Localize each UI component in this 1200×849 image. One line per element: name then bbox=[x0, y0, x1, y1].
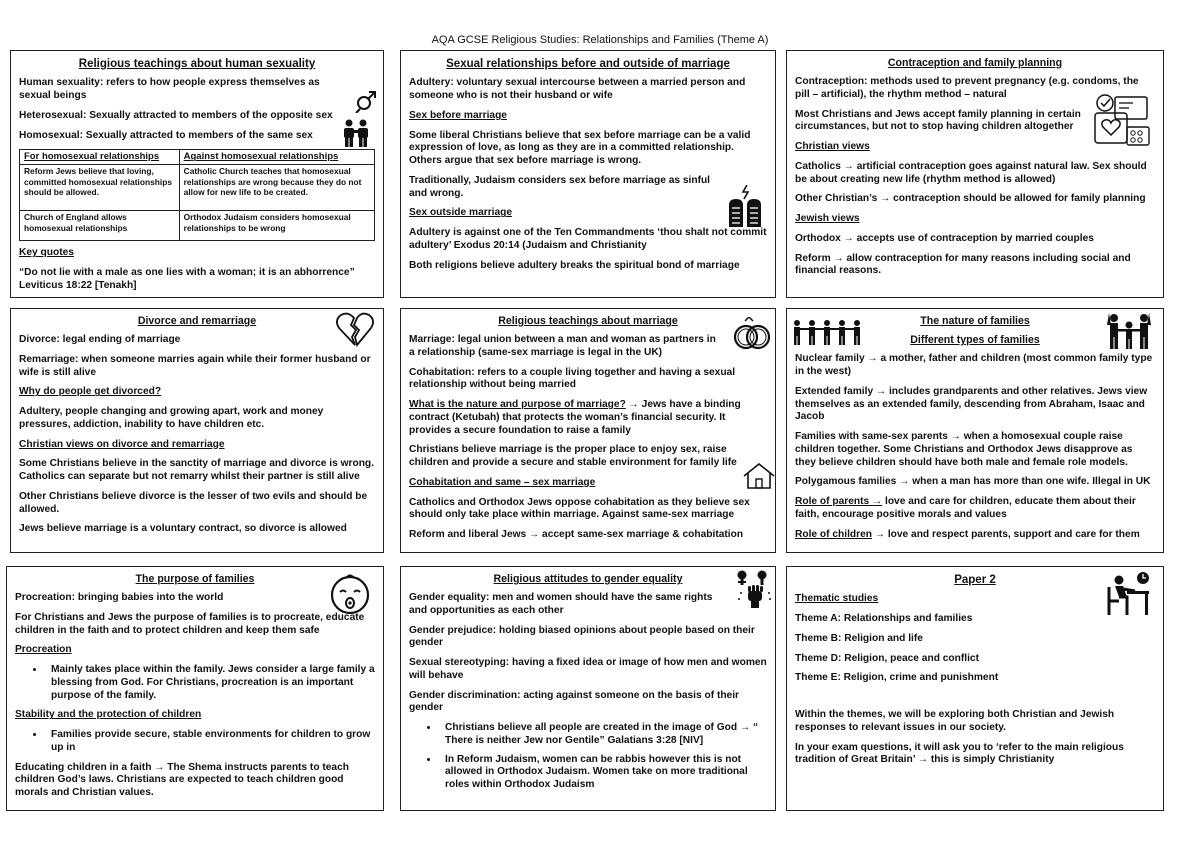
christian-views-heading: Christian views bbox=[795, 141, 870, 153]
stability-list bbox=[15, 729, 375, 755]
table-cell: Catholic Church teaches that homosexual relationships are wrong because they do not allow for new life to be created. bbox=[179, 165, 374, 211]
heterosexual-definition: Heterosexual: Sexually attracted to members of the opposite sex bbox=[19, 109, 333, 121]
purpose-text: For Christians and Jews the purpose of families is to procreate, educate children in the faith and to protect children and keep them safe bbox=[15, 611, 365, 636]
contraception-panel bbox=[786, 50, 1164, 298]
happy-family-icon bbox=[1107, 313, 1151, 349]
extended-family: Extended family → includes grandparents and other relatives. Jews view themselves as an extended family, descending from Abraham, Isaac and Jacob bbox=[795, 385, 1148, 423]
christian-divorce-heading: Christian views on divorce and remarriage bbox=[19, 438, 225, 450]
spiritual-bond-text: Both religions believe adultery breaks the spiritual bond of marriage bbox=[409, 259, 740, 271]
purpose-title: The purpose of families bbox=[135, 573, 255, 585]
exam-tip: In your exam questions, it will ask you to ‘refer to the main religious tradition of Great Britain’ → this is simply Christianity bbox=[795, 741, 1124, 766]
exam-desk-icon bbox=[1105, 571, 1151, 615]
remarriage-definition: Remarriage: when someone marries again while their former husband or wife is still alive bbox=[19, 353, 371, 378]
reform-cohabitation-view: Reform and liberal Jews → accept same-sex marriage & cohabitation bbox=[409, 529, 744, 541]
gender-discrimination-definition: Gender discrimination: acting against someone on the basis of their gender bbox=[409, 689, 740, 714]
sex-outside-marriage-heading: Sex outside marriage bbox=[409, 207, 513, 219]
role-of-parents-text: love and care for children, educate them about their faith, encourage positive morals and values bbox=[795, 496, 1136, 520]
gender-symbols-icon bbox=[354, 89, 378, 113]
role-of-children bbox=[795, 529, 1155, 542]
gender-equality-definition: Gender equality: men and women should have the same rights and opportunities as each other bbox=[409, 592, 713, 616]
sexuality-title: Religious teachings about human sexuality bbox=[78, 58, 316, 70]
table-row bbox=[20, 211, 375, 241]
gender-views-list bbox=[409, 722, 767, 792]
orthodox-cohabitation-view: Catholics and Orthodox Jews oppose cohabitation as they believe sex should only take place within marriage. Against same-sex marriage bbox=[409, 496, 750, 521]
families-panel bbox=[786, 308, 1164, 553]
homosexual-views-table bbox=[19, 149, 375, 241]
ten-commandments-icon bbox=[727, 185, 763, 227]
orthodox-view: Orthodox → accepts use of contraception by married couples bbox=[795, 232, 1094, 244]
list-item: • In Reform Judaism, women can be rabbis however this is not allowed in Orthodox Judaism. Women take on more traditional roles within Orthodox Judaism bbox=[439, 754, 767, 792]
contraceptive-pills-icon bbox=[1093, 93, 1151, 153]
stability-heading: Stability and the protection of children bbox=[15, 709, 202, 721]
gender-title: Religious attitudes to gender equality bbox=[493, 573, 683, 585]
marriage-purpose-heading: What is the nature and purpose of marriage? bbox=[409, 399, 626, 411]
table-header-against: Against homosexual relationships bbox=[179, 150, 374, 165]
cohabitation-definition: Cohabitation: refers to a couple living together and having a sexual relationship without being married bbox=[409, 366, 736, 391]
themes-explanation: Within the themes, we will be exploring both Christian and Jewish responses to relevant issues in our society. bbox=[795, 709, 1115, 733]
equality-fist-icon bbox=[735, 569, 773, 609]
commandment-text: Adultery is against one of the Ten Commandments ‘thou shalt not commit adultery’ Exodus 20:14 (Judaism and Christianity bbox=[409, 227, 767, 251]
table-cell: Reform Jews believe that loving, committed homosexual relationships should be allowed. bbox=[20, 165, 180, 211]
nuclear-family: Nuclear family → a mother, father and children (most common family type in the west) bbox=[795, 353, 1153, 378]
role-of-children-heading: Role of children bbox=[795, 528, 872, 540]
procreation-heading: Procreation bbox=[15, 644, 72, 656]
sexual-relationships-title: Sexual relationships before and outside of marriage bbox=[446, 58, 730, 70]
two-men-icon bbox=[341, 119, 371, 147]
table-cell: Orthodox Judaism considers homosexual relationships to be wrong bbox=[179, 211, 374, 241]
procreation-definition: Procreation: bringing babies into the world bbox=[15, 592, 224, 604]
family-chain-icon bbox=[791, 319, 863, 345]
catholic-view: Catholics → artificial contraception goes against natural law. Sex should be about creating new life (rhythm method is allowed) bbox=[795, 160, 1147, 185]
baby-face-icon bbox=[329, 573, 371, 615]
marriage-purpose bbox=[409, 399, 767, 437]
cohabitation-heading: Cohabitation and same – sex marriage bbox=[409, 476, 596, 488]
reform-view: Reform → allow contraception for many reasons including social and financial reasons. bbox=[795, 252, 1131, 277]
wedding-rings-icon bbox=[733, 317, 771, 351]
paper2-title: Paper 2 bbox=[954, 574, 996, 586]
theme-d: Theme D: Religion, peace and conflict bbox=[795, 652, 979, 664]
marriage-title: Religious teachings about marriage bbox=[498, 315, 678, 327]
sexuality-panel bbox=[10, 50, 384, 298]
list-item: • Families provide secure, stable environments for children to grow up in bbox=[45, 729, 375, 755]
families-subtitle: Different types of families bbox=[910, 334, 1040, 347]
other-christian-view: Other Christian’s → contraception should be allowed for family planning bbox=[795, 193, 1146, 205]
marriage-definition: Marriage: legal union between a man and woman as partners in a relationship (same-sex marriage is legal in the UK) bbox=[409, 334, 716, 358]
gender-prejudice-definition: Gender prejudice: holding biased opinions about people based on their gender bbox=[409, 624, 755, 649]
divorce-title: Divorce and remarriage bbox=[137, 315, 257, 327]
divorce-definition: Divorce: legal ending of marriage bbox=[19, 334, 181, 346]
divorce-panel bbox=[10, 308, 384, 553]
broken-heart-icon bbox=[335, 311, 375, 347]
sexuality-definition: Human sexuality: refers to how people express themselves as sexual beings bbox=[19, 77, 320, 102]
table-row bbox=[20, 165, 375, 211]
why-divorce-heading: Why do people get divorced? bbox=[19, 386, 162, 398]
sexual-stereotyping-definition: Sexual stereotyping: having a fixed idea or image of how men and women will behave bbox=[409, 657, 767, 681]
role-of-parents bbox=[795, 496, 1155, 522]
purpose-panel bbox=[6, 566, 384, 811]
paper2-panel bbox=[786, 566, 1164, 811]
table-cell: Church of England allows homosexual relationships bbox=[20, 211, 180, 241]
sex-before-marriage-heading: Sex before marriage bbox=[409, 109, 507, 121]
family-planning-text: Most Christians and Jews accept family planning in certain circumstances, but not to stop having children altogether bbox=[795, 108, 1081, 133]
sexual-relationships-panel bbox=[400, 50, 776, 298]
list-item: • Christians believe all people are created in the image of God → “ There is neither Jew nor Gentile” Galatians 3:28 [NIV] bbox=[439, 722, 767, 748]
gender-panel bbox=[400, 566, 776, 811]
theme-b: Theme B: Religion and life bbox=[795, 632, 923, 644]
theme-e: Theme E: Religion, crime and punishment bbox=[795, 672, 999, 684]
key-quotes-heading: Key quotes bbox=[19, 247, 74, 259]
lesser-evil-view: Other Christians believe divorce is the lesser of two evils and should be allowed. bbox=[19, 490, 368, 515]
contraception-definition: Contraception: methods used to prevent pregnancy (e.g. condoms, the pill – artificial), the rhythm method – natural bbox=[795, 76, 1139, 100]
marriage-panel bbox=[400, 308, 776, 553]
judaism-view: Traditionally, Judaism considers sex before marriage as sinful and wrong. bbox=[409, 174, 711, 199]
role-of-children-text: → love and respect parents, support and care for them bbox=[871, 528, 1140, 540]
homosexual-definition: Homosexual: Sexually attracted to members of the same sex bbox=[19, 129, 313, 141]
families-title: The nature of families bbox=[920, 315, 1030, 327]
procreation-list bbox=[15, 664, 375, 702]
jewish-views-heading: Jewish views bbox=[795, 213, 860, 225]
role-of-parents-heading: Role of parents → bbox=[795, 496, 883, 508]
contraception-title: Contraception and family planning bbox=[887, 57, 1063, 69]
polygamous-families: Polygamous families → when a man has more than one wife. Illegal in UK bbox=[795, 476, 1151, 488]
educating-children-text: Educating children in a faith → The Shema instructs parents to teach children God’s laws. Christians are expected to teach children good morals and Christian values. bbox=[15, 761, 349, 799]
adultery-definition: Adultery: voluntary sexual intercourse between a married person and someone who is not their husband or wife bbox=[409, 77, 746, 102]
key-quote: “Do not lie with a male as one lies with a woman; it is an abhorrence” Leviticus 18:22 [Tenakh] bbox=[19, 267, 355, 291]
same-sex-parents: Families with same-sex parents → when a homosexual couple raise children together. Some Christians and Orthodox Jews disapprove as they believe children should have both male and female role models. bbox=[795, 431, 1133, 468]
theme-a: Theme A: Relationships and families bbox=[795, 613, 973, 625]
sanctity-view: Some Christians believe in the sanctity of marriage and divorce is wrong. Catholics can separate but not remarry whilst their partner is still alive bbox=[19, 458, 374, 483]
table-header-for: For homosexual relationships bbox=[20, 150, 180, 165]
christian-marriage-view: Christians believe marriage is the proper place to enjoy sex, raise children and provide a secure and stable environment for family life bbox=[409, 444, 737, 469]
page-title: AQA GCSE Religious Studies: Relationships and Families (Theme A) bbox=[431, 34, 769, 46]
jewish-divorce-view: Jews believe marriage is a voluntary contract, so divorce is allowed bbox=[19, 523, 347, 535]
marriage-purpose-text: → Jews have a binding contract (Ketubah) that protects the woman’s financial security. It provides a secure foundation to raise a family bbox=[409, 399, 741, 436]
divorce-reasons: Adultery, people changing and growing apart, work and money pressures, addiction, inability to have children etc. bbox=[19, 406, 324, 430]
list-item: • Mainly takes place within the family. Jews consider a large family a blessing from God. For Christians, procreation is an important purpose of the family. bbox=[45, 664, 375, 702]
house-icon bbox=[743, 463, 775, 489]
liberal-christian-view: Some liberal Christians believe that sex before marriage can be a valid expression of love, as long as they are in a committed relationship. Others argue that sex before marriage is wrong. bbox=[409, 129, 751, 167]
thematic-studies-heading: Thematic studies bbox=[795, 593, 879, 605]
